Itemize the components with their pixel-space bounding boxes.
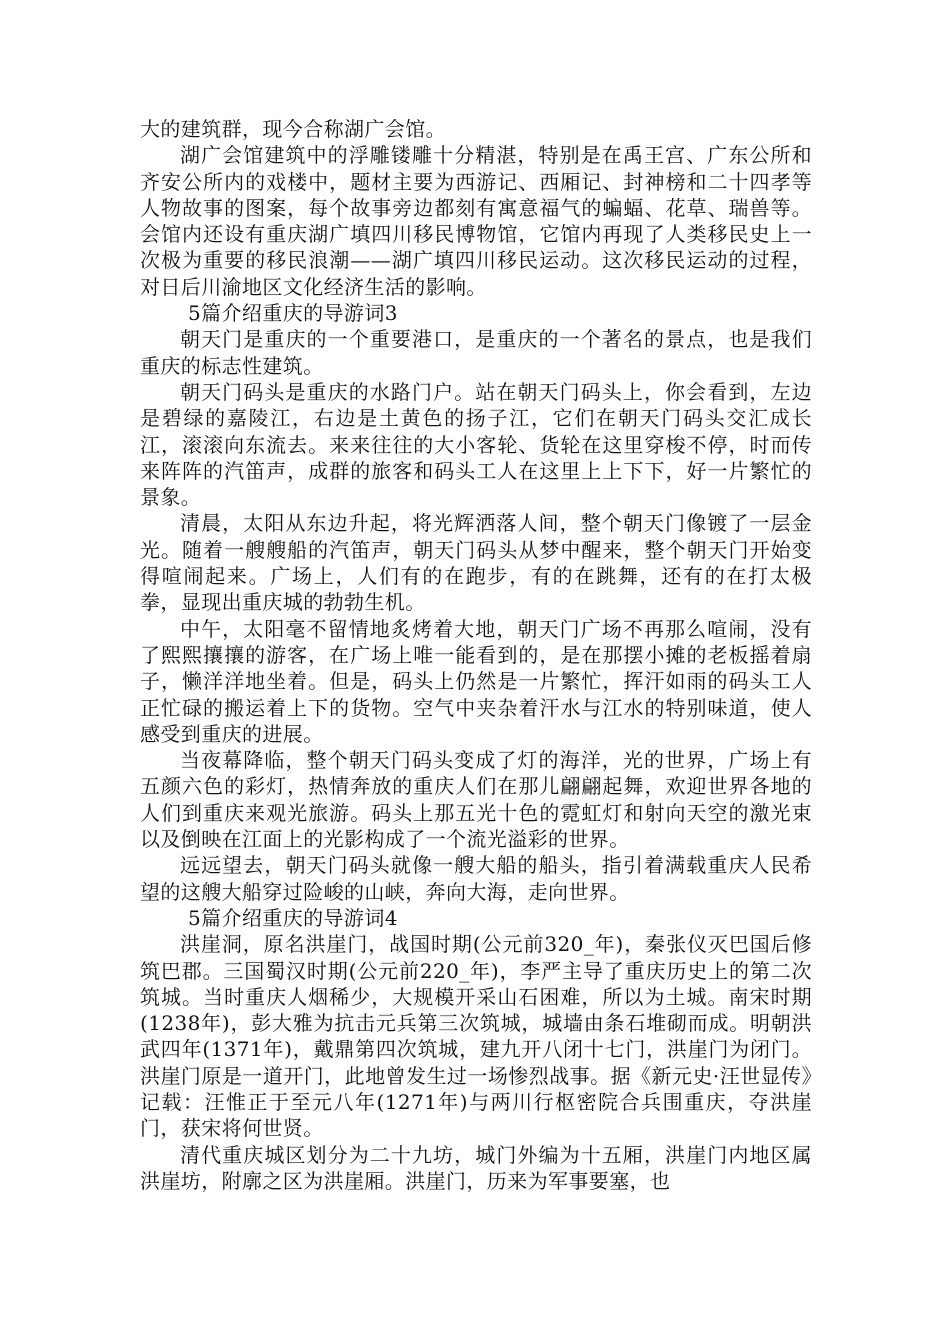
paragraph: 朝天门是重庆的一个重要港口，是重庆的一个著名的景点，也是我们重庆的标志性建筑。 <box>140 327 812 378</box>
section-heading: 5篇介绍重庆的导游词4 <box>188 905 398 930</box>
document-body <box>140 116 812 1194</box>
paragraph: 清晨，太阳从东边升起，将光辉洒落人间，整个朝天门像镀了一层金光。随着一艘艘船的汽笛声，朝天门码头从梦中醒来，整个朝天门开始变得喧闹起来。广场上，人们有的在跑步，有的在跳舞，还有的在打太极拳，显现出重庆城的勃勃生机。 <box>140 511 812 615</box>
paragraph: 清代重庆城区划分为二十九坊，城门外编为十五厢，洪崖门内地区属洪崖坊，附廓之区为洪崖厢。洪崖门，历来为军事要塞，也 <box>140 1142 812 1193</box>
paragraph: 中午，太阳毫不留情地炙烤着大地，朝天门广场不再那么喧闹，没有了熙熙攘攘的游客，在广场上唯一能看到的，是在那摆小摊的老板摇着扇子，懒洋洋地坐着。但是，码头上仍然是一片繁忙，挥汗如雨的码头工人正忙碌的搬运着上下的货物。空气中夹杂着汗水与江水的特别味道，使人感受到重庆的进展。 <box>140 616 812 746</box>
paragraph: 朝天门码头是重庆的水路门户。站在朝天门码头上，你会看到，左边是碧绿的嘉陵江，右边是土黄色的扬子江，它们在朝天门码头交汇成长江，滚滚向东流去。来来往往的大小客轮、货轮在这里穿梭不停，时而传来阵阵的汽笛声，成群的旅客和码头工人在这里上上下下，好一片繁忙的景象。 <box>140 379 812 510</box>
paragraph: 当夜幕降临，整个朝天门码头变成了灯的海洋，光的世界，广场上有五颜六色的彩灯，热情奔放的重庆人们在那儿翩翩起舞，欢迎世界各地的人们到重庆来观光旅游。码头上那五光十色的霓虹灯和射向天空的激光束以及倒映在江面上的光影构成了一个流光溢彩的世界。 <box>140 748 812 852</box>
paragraph: 远远望去，朝天门码头就像一艘大船的船头，指引着满载重庆人民希望的这艘大船穿过险峻的山峡，奔向大海，走向世界。 <box>140 853 812 904</box>
section-heading: 5篇介绍重庆的导游词3 <box>188 301 398 326</box>
paragraph: 湖广会馆建筑中的浮雕镂雕十分精湛，特别是在禹王宫、广东公所和齐安公所内的戏楼中，题材主要为西游记、西厢记、封神榜和二十四孝等人物故事的图案，每个故事旁边都刻有寓意福气的蝙蝠、花草、瑞兽等。会馆内还设有重庆湖广填四川移民博物馆，它馆内再现了人类移民史上一次极为重要的移民浪潮——湖广填四川移民运动。这次移民运动的过程，对日后川渝地区文化经济生活的影响。 <box>140 143 812 299</box>
paragraph: 大的建筑群，现今合称湖广会馆。 <box>140 117 446 141</box>
paragraph: 洪崖洞，原名洪崖门，战国时期(公元前320_年)，秦张仪灭巴国后修筑巴郡。三国蜀汉时期(公元前220_年)，李严主导了重庆历史上的第二次筑城。当时重庆人烟稀少，大规模开采山石困难，所以为土城。南宋时期(1238年)，彭大雅为抗击元兵第三次筑城，城墙由条石堆砌而成。明朝洪武四年(1371年)，戴鼎第四次筑城，建九开八闭十七门，洪崖门为闭门。洪崖门原是一道开门，此地曾发生过一场惨烈战事。据《新元史·汪世显传》记载：汪惟正于至元八年(1271年)与两川行枢密院合兵围重庆，夺洪崖门，获宋将何世贤。 <box>140 932 812 1141</box>
